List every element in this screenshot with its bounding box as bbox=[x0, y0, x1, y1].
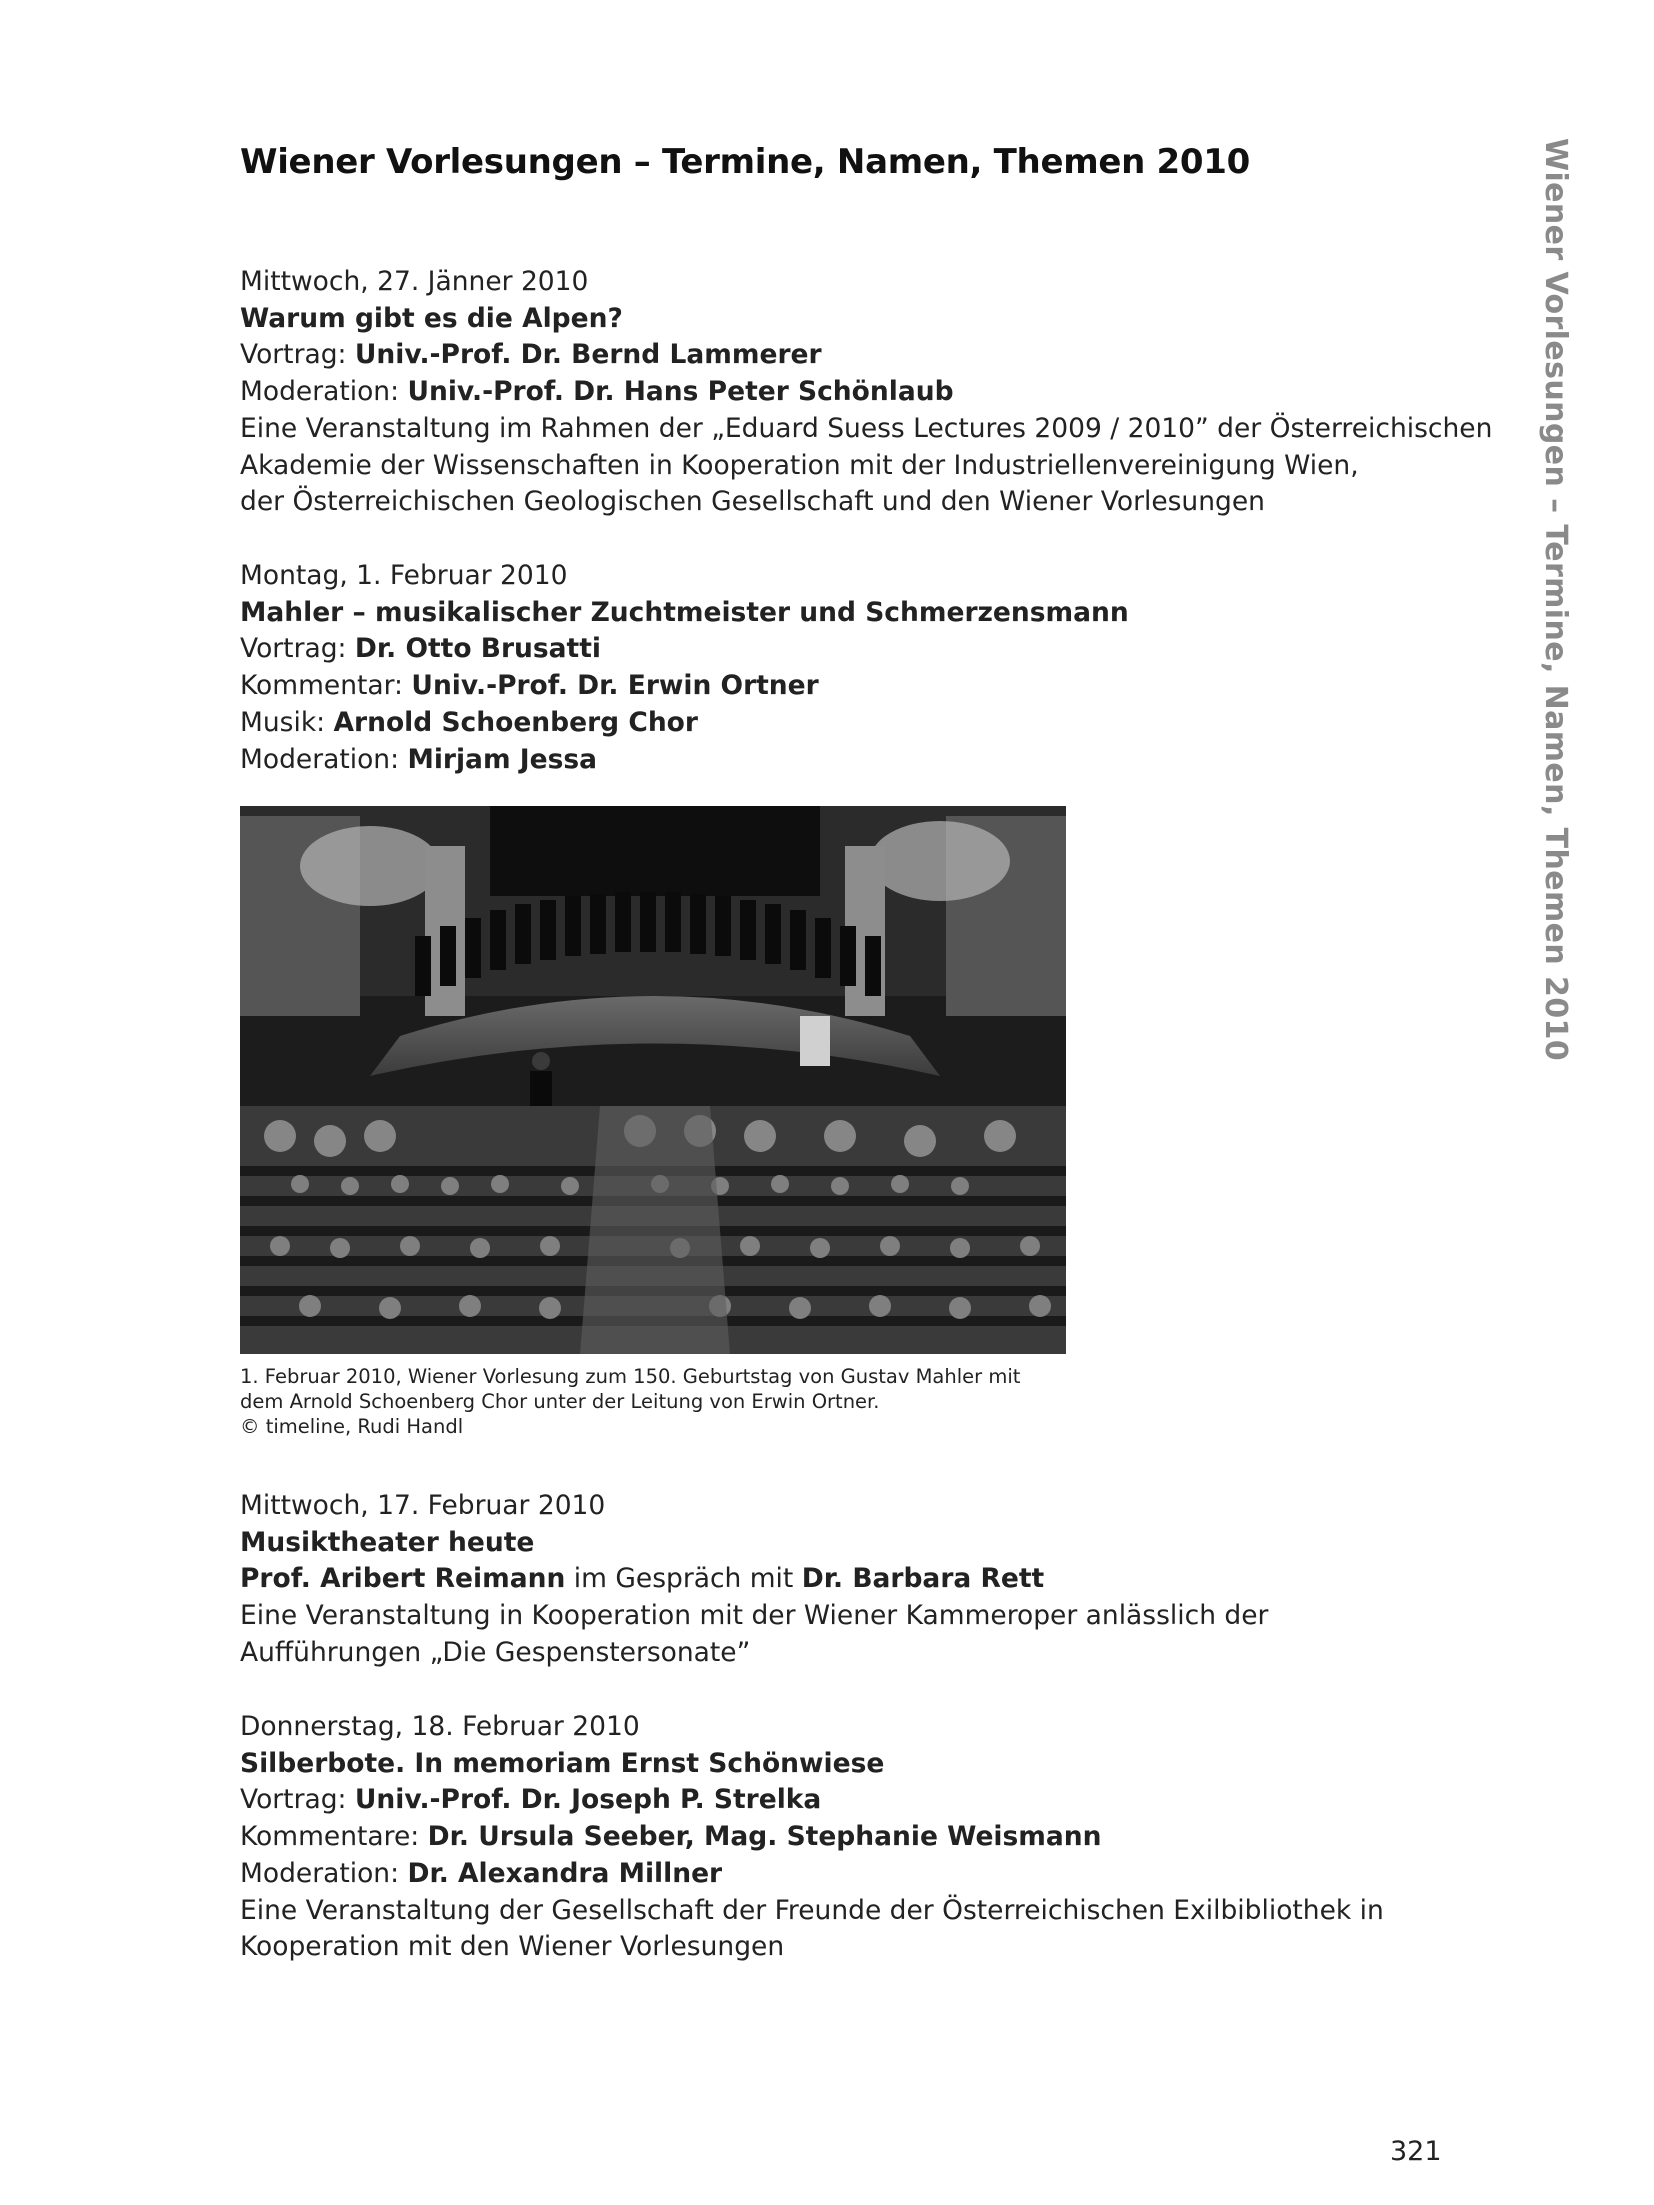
caption-line: 1. Februar 2010, Wiener Vorlesung zum 150. Geburtstag von Gustav Mahler mit bbox=[240, 1365, 1021, 1388]
event-note-line: Eine Veranstaltung in Kooperation mit der Wiener Kammeroper anlässlich der bbox=[240, 1600, 1269, 1632]
event-2 bbox=[240, 558, 1470, 778]
event-date: Mittwoch, 17. Februar 2010 bbox=[240, 1490, 606, 1521]
event-title: Musiktheater heute bbox=[240, 1526, 535, 1558]
event-date: Donnerstag, 18. Februar 2010 bbox=[240, 1711, 640, 1742]
page-number: 321 bbox=[1390, 2136, 1442, 2167]
role-label: Kommentar: bbox=[240, 670, 412, 702]
role-label: Musik: bbox=[240, 706, 334, 738]
event-moderation bbox=[240, 742, 1470, 779]
role-label: Kommentare: bbox=[240, 1821, 428, 1853]
person-name: Univ.-Prof. Dr. Bernd Lammerer bbox=[354, 339, 822, 371]
caption-line: dem Arnold Schoenberg Chor unter der Leitung von Erwin Ortner. bbox=[240, 1390, 880, 1413]
person-name: Prof. Aribert Reimann bbox=[240, 1563, 566, 1595]
concert-photo-illustration bbox=[240, 806, 1066, 1354]
role-label: Vortrag: bbox=[240, 1784, 355, 1816]
caption-line: © timeline, Rudi Handl bbox=[240, 1415, 464, 1438]
event-speakers bbox=[240, 1561, 1470, 1598]
person-name: Dr. Otto Brusatti bbox=[354, 633, 601, 665]
page-title: Wiener Vorlesungen – Termine, Namen, Themen 2010 bbox=[240, 142, 1250, 182]
role-label: Moderation: bbox=[240, 1857, 408, 1889]
person-name: Univ.-Prof. Dr. Hans Peter Schönlaub bbox=[407, 376, 954, 408]
event-note-line: Akademie der Wissenschaften in Kooperation mit der Industriellenvereinigung Wien, bbox=[240, 449, 1359, 481]
event-title: Warum gibt es die Alpen? bbox=[240, 302, 623, 334]
event-title: Mahler – musikalischer Zuchtmeister und Schmerzensmann bbox=[240, 596, 1129, 628]
concert-photo bbox=[240, 806, 1066, 1354]
event-title: Silberbote. In memoriam Ernst Schönwiese bbox=[240, 1747, 885, 1779]
event-date: Mittwoch, 27. Jänner 2010 bbox=[240, 266, 589, 297]
event-kommentare bbox=[240, 1819, 1470, 1856]
event-note-line: Eine Veranstaltung im Rahmen der „Eduard Suess Lectures 2009 / 2010” der Österreichischen bbox=[240, 412, 1493, 444]
person-name: Dr. Barbara Rett bbox=[801, 1563, 1045, 1595]
person-name: Arnold Schoenberg Chor bbox=[333, 706, 698, 738]
event-vortrag bbox=[240, 631, 1470, 668]
person-name: Dr. Ursula Seeber, Mag. Stephanie Weismann bbox=[427, 1821, 1102, 1853]
event-date: Montag, 1. Februar 2010 bbox=[240, 560, 568, 591]
photo-caption bbox=[240, 1364, 1020, 1439]
event-moderation bbox=[240, 1856, 1470, 1893]
event-note-line: Eine Veranstaltung der Gesellschaft der Freunde der Österreichischen Exilbibliothek in bbox=[240, 1894, 1384, 1926]
event-1 bbox=[240, 264, 1493, 521]
event-vortrag bbox=[240, 337, 1470, 374]
person-name: Dr. Alexandra Millner bbox=[407, 1857, 723, 1889]
event-note-line: Aufführungen „Die Gespenstersonate” bbox=[240, 1636, 751, 1668]
person-name: Mirjam Jessa bbox=[407, 743, 598, 775]
event-4 bbox=[240, 1709, 1470, 1966]
event-moderation bbox=[240, 374, 1470, 411]
connector-text: im Gespräch mit bbox=[565, 1563, 802, 1595]
side-running-title: Wiener Vorlesungen – Termine, Namen, Themen 2010 bbox=[1538, 138, 1573, 1062]
event-vortrag bbox=[240, 1782, 1470, 1819]
person-name: Univ.-Prof. Dr. Erwin Ortner bbox=[411, 670, 819, 702]
role-label: Vortrag: bbox=[240, 339, 355, 371]
event-note-line: der Österreichischen Geologischen Gesellschaft und den Wiener Vorlesungen bbox=[240, 486, 1265, 518]
event-note-line: Kooperation mit den Wiener Vorlesungen bbox=[240, 1931, 785, 1963]
event-kommentar bbox=[240, 668, 1470, 705]
person-name: Univ.-Prof. Dr. Joseph P. Strelka bbox=[354, 1784, 822, 1816]
role-label: Moderation: bbox=[240, 376, 408, 408]
role-label: Moderation: bbox=[240, 743, 408, 775]
event-musik bbox=[240, 705, 1470, 742]
role-label: Vortrag: bbox=[240, 633, 355, 665]
event-3 bbox=[240, 1488, 1470, 1672]
